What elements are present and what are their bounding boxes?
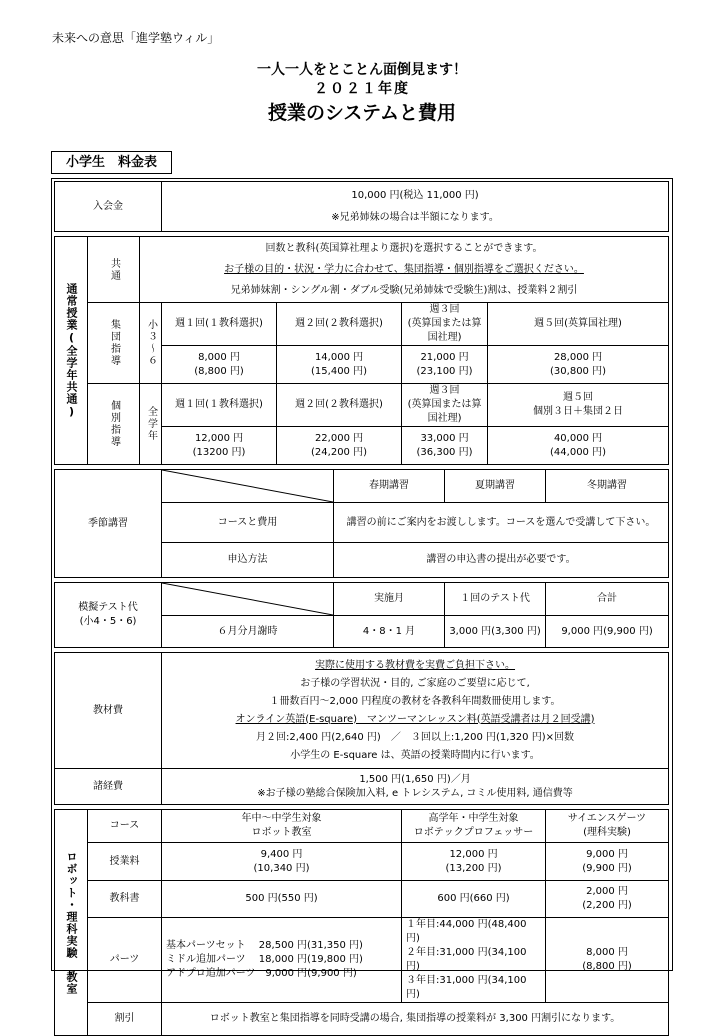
individual-plan-4-name — [488, 384, 669, 427]
group-label-cell — [88, 303, 140, 384]
materials-line-3: １冊数百円〜2,000 円程度の教材を各教科年間数冊使用します。 — [269, 695, 561, 707]
enrollment-detail — [162, 182, 669, 232]
price-with-tax: (2,200 円) — [582, 900, 632, 911]
seasonal-course-label: コースと費用 — [162, 503, 334, 543]
diagonal-line — [162, 583, 333, 615]
mock-total-header: 合計 — [546, 583, 669, 616]
materials-detail — [162, 653, 669, 769]
group-plan-3-title: 週３回 — [429, 304, 460, 315]
robot-textbook-3 — [546, 881, 669, 918]
robot-tuition-label: 授業料 — [88, 843, 162, 881]
robot-tuition-3 — [546, 843, 669, 881]
enrollment-row — [55, 182, 669, 232]
robot-parts-2 — [402, 918, 546, 1003]
materials-line-1: 実際に使用する教材費を実費ご負担下さい。 — [315, 659, 516, 671]
misc-detail — [162, 769, 669, 805]
course-name: ロボット教室 — [251, 827, 312, 838]
price: 2,000 円 — [586, 886, 628, 897]
individual-plan-3-price — [402, 427, 488, 465]
price: 8,000 円 — [586, 947, 628, 958]
title-block — [0, 60, 724, 127]
group-plan-1-price — [162, 346, 277, 384]
price: 9,000 円 — [586, 848, 628, 860]
price-with-tax: (9,900 円) — [582, 862, 632, 874]
misc-note: ※お子様の塾総合保険加入料, e トレシステム, コミル使用料, 通信費等 — [257, 787, 573, 799]
group-plan-3-name — [402, 303, 488, 346]
individual-grade-cell — [140, 384, 162, 465]
group-grade: 小３〜６ — [145, 319, 157, 367]
robot-course-1 — [162, 810, 402, 843]
price: 12,000 円 — [449, 848, 498, 860]
course-target: 年中〜中学生対象 — [241, 813, 322, 824]
robot-textbook-label: 教科書 — [88, 881, 162, 918]
materials-line-5: 月２回:2,400 円(2,640 円) ／ ３回以上:1,200 円(1,320 円)×回数 — [256, 731, 574, 743]
group-plan-1-name: 週１回(１教科選択) — [162, 303, 277, 346]
price: 33,000 円 — [420, 432, 469, 444]
enrollment-label: 入会金 — [55, 182, 162, 232]
robot-textbook-1: 500 円(550 円) — [162, 881, 402, 918]
parts-line: アドプロ追加パーツ 9,000 円(9,900 円) — [166, 968, 357, 979]
seasonal-summer: 夏期講習 — [445, 470, 546, 503]
enrollment-fee: 10,000 円(税込 11,000 円) — [351, 189, 479, 201]
diagonal-line — [162, 470, 333, 502]
seasonal-winter: 冬期講習 — [546, 470, 669, 503]
fee-table — [54, 181, 669, 1036]
page-title: 授業のシステムと費用 — [267, 102, 457, 124]
price-with-tax: (15,400 円) — [311, 365, 368, 377]
price: 28,000 円 — [553, 351, 603, 363]
course-name: (理科実験) — [583, 827, 631, 838]
seasonal-apply-label: 申込方法 — [162, 543, 334, 578]
group-plan-2-price — [277, 346, 402, 384]
mock-label-cell — [55, 583, 162, 648]
common-line-1: 回数と教科(英国算社理より選択)を選択することができます。 — [265, 243, 543, 254]
mock-months: 4・8・1 月 — [334, 616, 445, 648]
price-with-tax: (23,100 円) — [416, 365, 473, 377]
individual-plan-3-name — [402, 384, 488, 427]
mock-total: 9,000 円(9,900 円) — [546, 616, 669, 648]
robot-course-label: コース — [88, 810, 162, 843]
individual-plan-1-price — [162, 427, 277, 465]
price: 22,000 円 — [314, 432, 364, 444]
seasonal-corner — [162, 470, 334, 503]
regular-label: 通常授業(全学年共通) — [65, 282, 78, 419]
common-label-cell — [88, 237, 140, 303]
parts-line: 基本パーツセット 28,500 円(31,350 円) — [166, 940, 363, 951]
price-with-tax: (8,800 円) — [582, 961, 632, 972]
course-name: ロボテックプロフェッサー — [413, 827, 534, 838]
price-with-tax: (10,340 円) — [253, 862, 310, 874]
price-with-tax: (36,300 円) — [416, 446, 473, 458]
enrollment-note: ※兄弟姉妹の場合は半額になります。 — [331, 211, 499, 223]
group-plan-3-price — [402, 346, 488, 384]
materials-line-2: お子様の学習状況・目的, ご家庭のご要望に応じて, — [300, 677, 530, 689]
robot-label: ロボット・理科実験 教室 — [65, 850, 78, 995]
price-with-tax: (24,200 円) — [311, 446, 368, 458]
common-line-3: 兄弟姉妹割・シングル割・ダブル受験(兄弟姉妹で受験生)割は、授業料２割引 — [230, 285, 578, 296]
parts-line: ２年目:31,000 円(34,100 円) — [406, 947, 527, 972]
headline: 一人一人をとことん面倒見ます！ — [257, 62, 467, 78]
robot-discount-label: 割引 — [88, 1003, 162, 1036]
price-with-tax: (13200 円) — [192, 446, 246, 458]
common-detail — [140, 237, 669, 303]
price-with-tax: (30,800 円) — [550, 365, 607, 377]
group-plan-4-name: 週５回(英算国社理) — [488, 303, 669, 346]
misc-label: 諸経費 — [55, 769, 162, 805]
robot-tuition-2 — [402, 843, 546, 881]
mock-payment: ６月分月謝時 — [162, 616, 334, 648]
mock-per-test-header: １回のテスト代 — [445, 583, 546, 616]
price: 21,000 円 — [420, 351, 469, 363]
seasonal-apply-text: 講習の申込書の提出が必要です。 — [334, 543, 669, 578]
price: 14,000 円 — [314, 351, 364, 363]
robot-parts-1 — [162, 918, 402, 1003]
individual-plan-4-detail: 個別３日＋集団２日 — [533, 406, 624, 417]
common-line-2: お子様の目的・状況・学力に合わせて、集団指導・個別指導をご選択ください。 — [224, 264, 584, 275]
section-title: 小学生 料金表 — [51, 151, 172, 174]
seasonal-course-text: 講習の前にご案内をお渡しします。コースを選んで受講して下さい。 — [334, 503, 669, 543]
robot-textbook-2: 600 円(660 円) — [402, 881, 546, 918]
individual-plan-3-subjects: (英算国または算国社理) — [407, 399, 482, 424]
individual-grade: 全学年 — [145, 406, 157, 442]
materials-line-4: オンライン英語(E-square) マンツーマンレッスン料(英語受講者は月２回受講) — [235, 713, 595, 725]
price: 40,000 円 — [553, 432, 603, 444]
price: 8,000 円 — [198, 351, 240, 363]
mock-per-test: 3,000 円(3,300 円) — [445, 616, 546, 648]
materials-line-6: 小学生の E-square は、英語の授業時間内に行います。 — [290, 749, 540, 761]
group-plan-4-price — [488, 346, 669, 384]
individual-plan-1-name: 週１回(１教科選択) — [162, 384, 277, 427]
year-title: ２０２１年度 — [314, 81, 410, 97]
price: 9,400 円 — [260, 848, 303, 860]
individual-plan-2-price — [277, 427, 402, 465]
price-with-tax: (8,800 円) — [194, 365, 244, 377]
price-with-tax: (13,200 円) — [445, 862, 502, 874]
mock-label: 模擬テスト代 — [78, 602, 138, 613]
robot-course-3 — [546, 810, 669, 843]
individual-plan-4-title: 週５回 — [563, 392, 594, 403]
price: 12,000 円 — [194, 432, 244, 444]
group-grade-cell — [140, 303, 162, 384]
misc-fee: 1,500 円(1,650 円)／月 — [359, 773, 471, 785]
course-target: サイエンスゲーツ — [567, 813, 647, 824]
mock-month-header: 実施月 — [334, 583, 445, 616]
robot-parts-3 — [546, 918, 669, 1003]
mock-corner — [162, 583, 334, 616]
group-plan-2-name: 週２回(２教科選択) — [277, 303, 402, 346]
seasonal-label: 季節講習 — [55, 470, 162, 578]
individual-plan-3-title: 週３回 — [429, 385, 460, 396]
parts-line: ミドル追加パーツ 18,000 円(19,800 円) — [166, 954, 363, 965]
common-label: 共通 — [108, 257, 120, 282]
materials-label: 教材費 — [55, 653, 162, 769]
parts-line: ３年目:31,000 円(34,100 円) — [406, 975, 527, 1000]
robot-parts-label: パーツ — [88, 918, 162, 1003]
individual-plan-4-price — [488, 427, 669, 465]
group-label: 集団指導 — [108, 319, 120, 367]
mock-grades: (小4・5・6) — [79, 616, 137, 627]
parts-line: １年目:44,000 円(48,400 円) — [406, 919, 527, 944]
regular-label-cell — [55, 237, 88, 465]
group-plan-3-subjects: (英算国または算国社理) — [407, 318, 482, 343]
individual-plan-2-name: 週２回(２教科選択) — [277, 384, 402, 427]
robot-tuition-1 — [162, 843, 402, 881]
course-target: 高学年・中学生対象 — [428, 813, 519, 824]
school-tagline: 未来への意思「進学塾ウィル」 — [52, 31, 220, 45]
individual-label: 個別指導 — [108, 400, 120, 448]
seasonal-spring: 春期講習 — [334, 470, 445, 503]
individual-label-cell — [88, 384, 140, 465]
robot-discount-text: ロボット教室と集団指導を同時受講の場合, 集団指導の授業料が 3,300 円割引になります。 — [162, 1003, 669, 1036]
robot-course-2 — [402, 810, 546, 843]
robot-label-cell — [55, 810, 88, 1036]
price-with-tax: (44,000 円) — [550, 446, 607, 458]
